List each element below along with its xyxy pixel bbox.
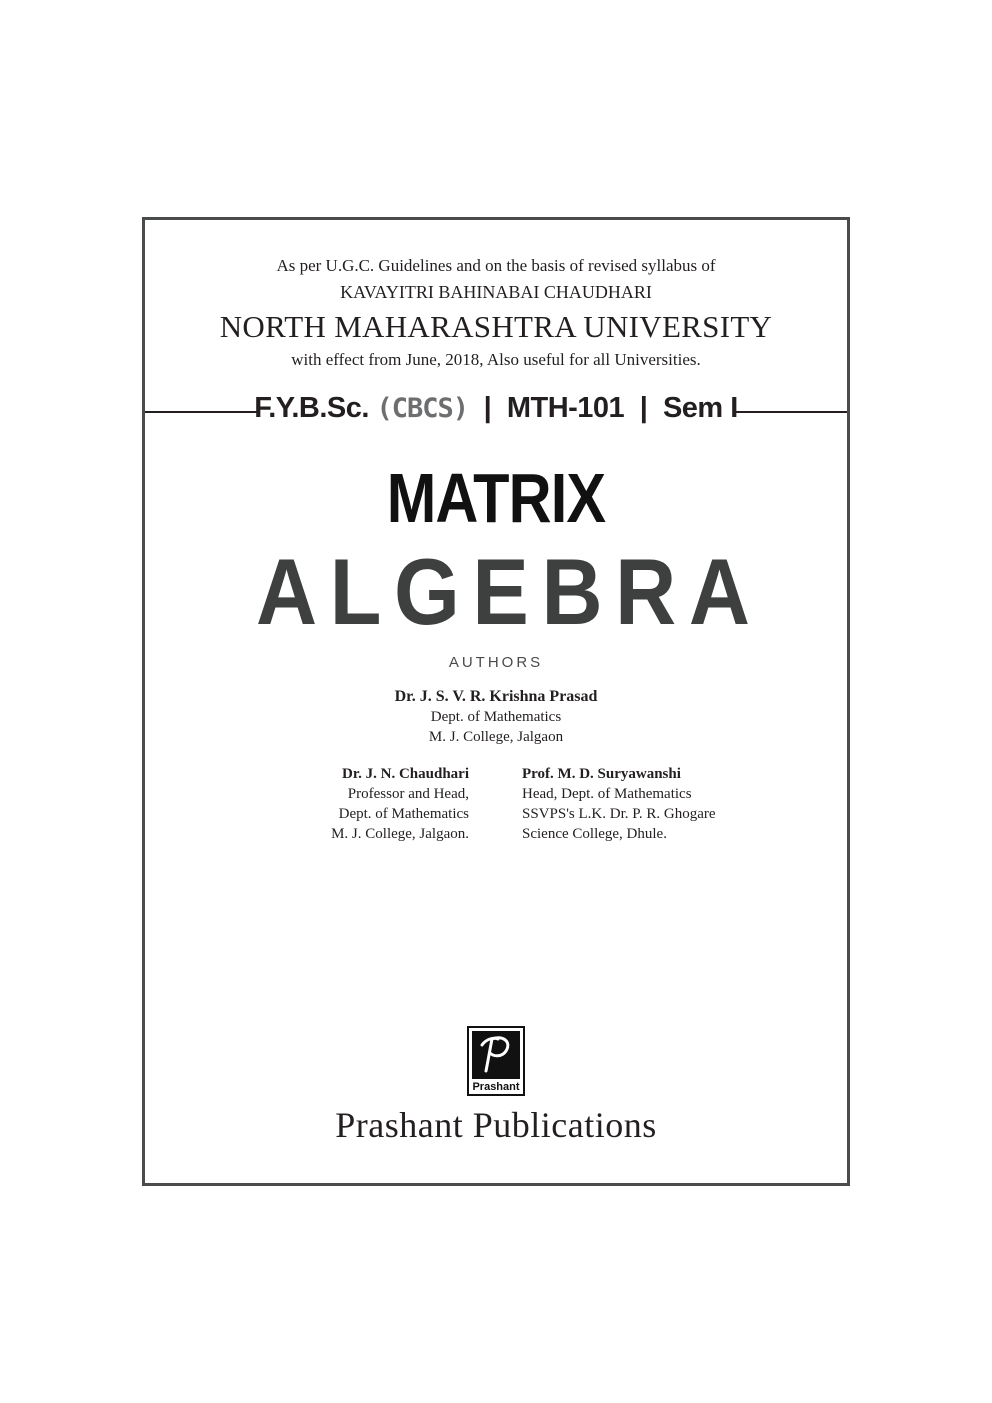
logo-label: Prashant (472, 1081, 520, 1093)
effect-line: with effect from June, 2018, Also useful for all Universities. (291, 350, 701, 369)
university-name: NORTH MAHARASHTRA UNIVERSITY (219, 309, 773, 344)
author-left-name: Dr. J. N. Chaudhari (342, 766, 469, 782)
title-line-1: MATRIX (386, 459, 606, 537)
author-right (522, 764, 716, 844)
author-right-college: SSVPS's L.K. Dr. P. R. Ghogare (522, 806, 716, 822)
author-main-dept: Dept. of Mathematics (430, 709, 562, 725)
author-left (331, 764, 469, 844)
title-line-2: ALGEBRA (256, 539, 763, 644)
course-line (0, 392, 992, 425)
guidelines-line: As per U.G.C. Guidelines and on the basis of revised syllabus of (276, 256, 716, 275)
author-right-name: Prof. M. D. Suryawanshi (522, 766, 681, 782)
course-separator: | (639, 392, 648, 424)
course-separator: | (483, 392, 492, 424)
author-right-college2: Science College, Dhule. (522, 826, 667, 842)
authors-heading: AUTHORS (448, 654, 544, 671)
course-scheme: (CBCS) (376, 393, 469, 424)
author-left-college: M. J. College, Jalgaon. (331, 826, 469, 842)
author-main-name: Dr. J. S. V. R. Krishna Prasad (394, 688, 598, 705)
university-prefix: KAVAYITRI BAHINABAI CHAUDHARI (340, 282, 652, 302)
course-program: F.Y.B.Sc. (254, 392, 369, 424)
author-right-role: Head, Dept. of Mathematics (522, 786, 692, 802)
logo-p-glyph (472, 1031, 520, 1079)
logo-mark (472, 1031, 520, 1079)
author-main-college: M. J. College, Jalgaon (428, 729, 564, 745)
prashant-logo-icon (467, 1026, 525, 1096)
publisher-name: Prashant Publications (335, 1105, 657, 1145)
author-left-role: Professor and Head, (347, 786, 469, 802)
author-left-dept: Dept. of Mathematics (338, 806, 469, 822)
course-code: MTH-101 (506, 392, 625, 424)
course-semester: Sem I (662, 392, 738, 424)
